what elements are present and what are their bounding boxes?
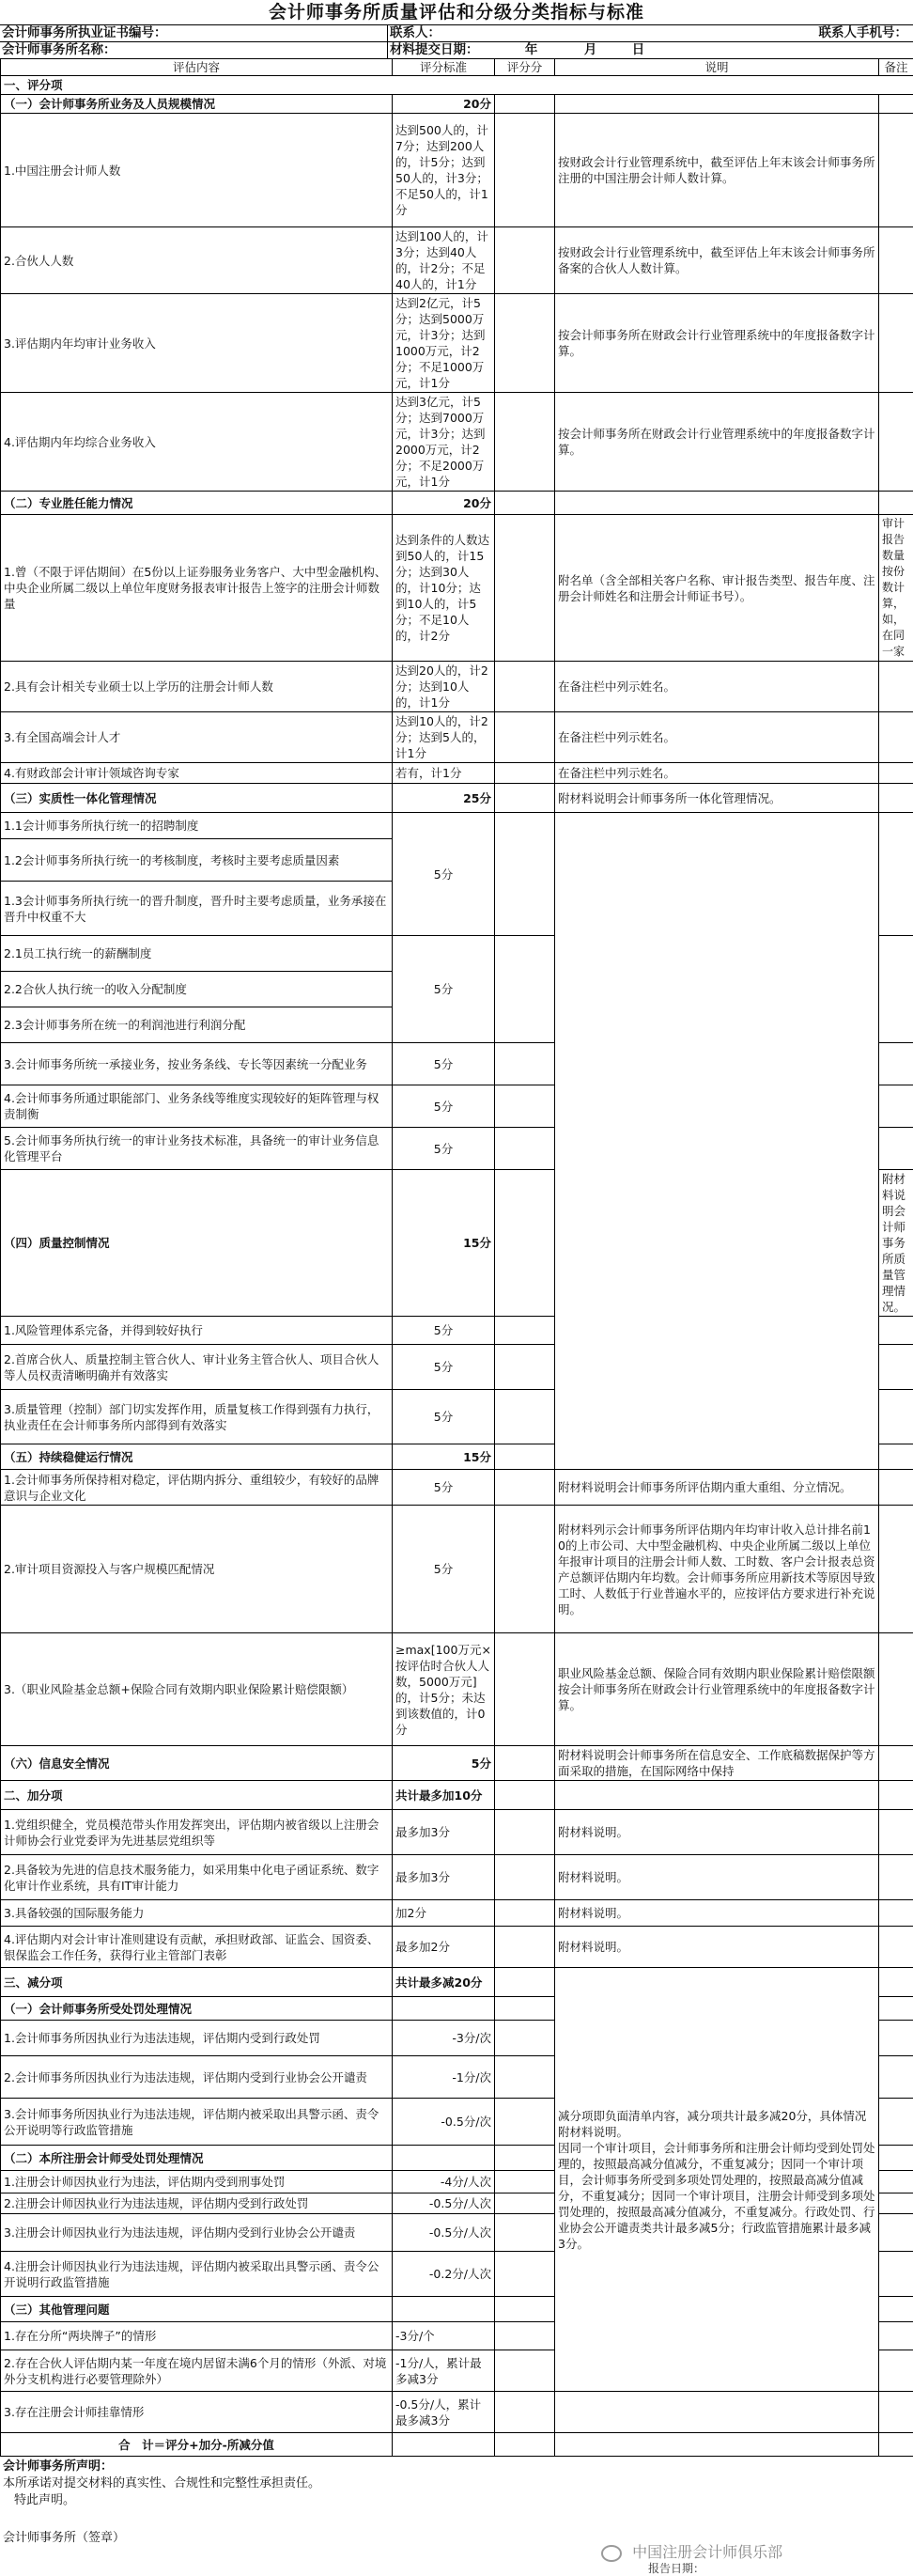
score-cell[interactable]: [495, 1900, 555, 1927]
row-standard: -0.2分/人次: [393, 2252, 495, 2297]
row-standard: 达到100人的，计 3分；达到40人的，计2分；不足40人的，计1分: [393, 227, 495, 294]
row-content: 1.2会计师事务所执行统一的考核制度，考核时主要考虑质量因素: [1, 839, 393, 882]
row-note: 附材料说明。: [555, 1900, 879, 1927]
row-standard: 5分: [393, 1128, 495, 1170]
month-label: 月: [584, 42, 597, 57]
score-cell[interactable]: [495, 2056, 555, 2099]
score-cell[interactable]: [495, 1810, 555, 1855]
row-content: 4.评估期内对会计审计准则建设有贡献，承担财政部、证监会、国资委、银保监会工作任务，获得行业主管部门表彰: [1, 1927, 393, 1968]
wechat-icon: [601, 2545, 622, 2562]
section-heading: （三）其他管理问题: [1, 2297, 393, 2322]
declaration-line-2: 特此声明。: [3, 2492, 913, 2509]
score-cell[interactable]: [495, 1506, 555, 1633]
row-note: 在备注栏中列示姓名。: [555, 712, 879, 763]
sign-label: 会计师事务所（签章）: [3, 2530, 913, 2547]
section-heading: 二、加分项: [1, 1781, 393, 1810]
evaluation-table: [0, 58, 913, 2457]
total-score-cell[interactable]: [495, 2433, 555, 2457]
row-standard: 达到2亿元，计5分；达到5000万元，计3分；达到1000万元，计2分；不足1000万元，计1分: [393, 294, 495, 393]
declaration-heading: 会计师事务所声明：: [3, 2459, 913, 2475]
row-note: 按会计师事务所在财政会计行业管理系统中的年度报备数字计算。: [555, 294, 879, 393]
score-cell[interactable]: [495, 227, 555, 294]
row-note: 附名单（含全部相关客户名称、审计报告类型、报告年度、注册会计师姓名和注册会计师证书号）。: [555, 515, 879, 662]
contact-label: 联系人：: [387, 25, 688, 41]
table-header: [1, 59, 913, 76]
row-content: 3.会计师事务所统一承接业务，按业务条线、专长等因素统一分配业务: [1, 1043, 393, 1085]
submit-date-field: [387, 42, 688, 58]
row-standard: 达到10人的，计2分；达到5人的，计1分: [393, 712, 495, 763]
score-cell[interactable]: [495, 114, 555, 227]
score-cell[interactable]: [495, 2021, 555, 2056]
row-standard: 加2分: [393, 1900, 495, 1927]
row-content: 3.存在注册会计师挂靠情形: [1, 2392, 393, 2433]
row-content: 4.评估期内年均综合业务收入: [1, 393, 393, 492]
report-date-label: 报告日期：: [648, 2560, 704, 2576]
row-standard: -3分/个: [393, 2322, 495, 2350]
table-row: [1, 515, 913, 662]
section-heading: （二）专业胜任能力情况: [1, 492, 393, 515]
row-standard: -1分/人，累计最多减3分: [393, 2350, 495, 2392]
row-standard: 5分: [393, 1506, 495, 1633]
row-standard: 若有，计1分: [393, 763, 495, 784]
table-row: [1, 1927, 913, 1968]
header-score: 评分分: [495, 59, 555, 76]
row-standard: -4分/人次: [393, 2171, 495, 2194]
firm-license-label: 会计师事务所执业证书编号：: [0, 25, 387, 41]
row-note: 附材料说明。: [555, 1855, 879, 1900]
score-cell[interactable]: [495, 763, 555, 784]
score-cell[interactable]: [495, 662, 555, 712]
score-cell[interactable]: [495, 393, 555, 492]
page-title: 会计师事务所质量评估和分级分类指标与标准: [0, 0, 913, 24]
table-row: [1, 813, 913, 839]
score-cell[interactable]: [495, 2171, 555, 2194]
score-cell[interactable]: [495, 1043, 555, 1085]
score-cell[interactable]: [495, 2099, 555, 2146]
row-content: 1.3会计师事务所执行统一的晋升制度，晋升时主要考虑质量，业务承接在晋升中权重不大: [1, 882, 393, 936]
row-standard: 达到500人的，计 7分；达到200人的，计5分；达到50人的，计3分；不足50人的，计1分: [393, 114, 495, 227]
header-content: 评估内容: [1, 59, 393, 76]
row-content: 2.存在合伙人评估期内某一年度在境内居留未满6个月的情形（外派、对境外分支机构进行必要管理除外）: [1, 2350, 393, 2392]
header-remark: 备注: [879, 59, 913, 76]
row-note: 按财政会计行业管理系统中，截至评估上年末该会计师事务所备案的合伙人人数计算。: [555, 227, 879, 294]
score-cell[interactable]: [495, 1128, 555, 1170]
row-note: 附材料说明。: [555, 1810, 879, 1855]
row-content: 2.具有会计相关专业硕士以上学历的注册会计师人数: [1, 662, 393, 712]
row-content: 2.审计项目资源投入与客户规模匹配情况: [1, 1506, 393, 1633]
row-content: 1.党组织健全，党员模范带头作用发挥突出，评估期内被省级以上注册会计师协会行业党委评为先进基层党组织等: [1, 1810, 393, 1855]
contact-phone-label: 联系人手机号：: [688, 25, 913, 41]
row-standard: 最多加2分: [393, 1927, 495, 1968]
row-note: 在备注栏中列示姓名。: [555, 763, 879, 784]
row-content: 2.3会计师事务所在统一的利润池进行利润分配: [1, 1007, 393, 1043]
score-cell[interactable]: [495, 2350, 555, 2392]
score-cell[interactable]: [495, 1390, 555, 1444]
row-note: 附材料说明。: [555, 1927, 879, 1968]
row-content: 2.2合伙人执行统一的收入分配制度: [1, 972, 393, 1007]
row-standard: 5分: [393, 1043, 495, 1085]
score-cell[interactable]: [495, 936, 555, 1043]
submit-date-label: 材料提交日期：: [390, 42, 479, 57]
day-label: 日: [632, 42, 645, 57]
row-standard: 5分: [393, 1345, 495, 1390]
row-content: 1.中国注册会计师人数: [1, 114, 393, 227]
score-cell[interactable]: [495, 1470, 555, 1506]
row-standard: 5分: [393, 1390, 495, 1444]
row-content: 3.注册会计师因执业行为违法违规，评估期内受到行业协会公开谴责: [1, 2214, 393, 2252]
row-content: 1.1会计师事务所执行统一的招聘制度: [1, 813, 393, 839]
row-standard: -0.5分/次: [393, 2099, 495, 2146]
table-row: [1, 1506, 913, 1633]
score-cell[interactable]: [495, 1317, 555, 1345]
header-note: 说明: [555, 59, 879, 76]
declaration: [0, 2457, 913, 2547]
table-row: [1, 1633, 913, 1746]
row-note: 按会计师事务所在财政会计行业管理系统中的年度报备数字计算。: [555, 393, 879, 492]
table-row: [1, 712, 913, 763]
row-content: 3.会计师事务所因执业行为违法违规，评估期内被采取出具警示函、责令公开说明等行政监管措施: [1, 2099, 393, 2146]
row-standard: -1分/次: [393, 2056, 495, 2099]
table-row: [1, 1900, 913, 1927]
row-standard: 达到条件的人数达到50人的，计15分；达到30人的，计10分；达到10人的，计5分；不足10人的，计2分: [393, 515, 495, 662]
row-content: 1.存在分所“两块牌子”的情形: [1, 2322, 393, 2350]
score-cell[interactable]: [495, 1633, 555, 1746]
score-cell[interactable]: [495, 2392, 555, 2433]
table-row: [1, 294, 913, 393]
table-row: [1, 393, 913, 492]
row-standard: -3分/次: [393, 2021, 495, 2056]
row-content: 3.具备较强的国际服务能力: [1, 1900, 393, 1927]
section-note: 附材料说明会计师事务所一体化管理情况。: [555, 784, 879, 813]
section-points: 20分: [393, 95, 495, 114]
row-standard: -0.5分/人次: [393, 2214, 495, 2252]
score-cell[interactable]: [495, 2194, 555, 2214]
table-row: [1, 227, 913, 294]
score-cell[interactable]: [495, 515, 555, 662]
table-row: [1, 662, 913, 712]
year-label: 年: [525, 42, 538, 57]
row-content: 2.具备较为先进的信息技术服务能力，如采用集中化电子函证系统、数字化审计作业系统，具有IT审计能力: [1, 1855, 393, 1900]
table-row: [1, 2392, 913, 2433]
section-heading: （三）实质性一体化管理情况: [1, 784, 393, 813]
score-cell[interactable]: [495, 1345, 555, 1390]
header-standard: 评分标准: [393, 59, 495, 76]
row-standard: 5分: [393, 1470, 495, 1506]
row-standard: -0.5分/人，累计最多减3分: [393, 2392, 495, 2433]
group-points: 5分: [393, 813, 495, 936]
section-points: 15分: [393, 1444, 495, 1470]
section-points: 15分: [393, 1170, 495, 1317]
score-cell[interactable]: [495, 2252, 555, 2297]
row-note: 在备注栏中列示姓名。: [555, 662, 879, 712]
row-content: 2.合伙人人数: [1, 227, 393, 294]
row-content: 1.注册会计师因执业行为违法，评估期内受到刑事处罚: [1, 2171, 393, 2194]
row-standard: 最多加3分: [393, 1810, 495, 1855]
section-heading: （四）质量控制情况: [1, 1170, 393, 1317]
row-content: 1.会计师事务所因执业行为违法违规，评估期内受到行政处罚: [1, 2021, 393, 2056]
section-points: 5分: [393, 1746, 495, 1781]
row-content: 1.风险管理体系完备，并得到较好执行: [1, 1317, 393, 1345]
row-standard: -0.5分/人次: [393, 2194, 495, 2214]
row-standard: ≥max[100万元×按评估时合伙人人数，5000万元]的，计5分；未达到该数值的，计0分: [393, 1633, 495, 1746]
section-points: 共计最多减20分: [393, 1968, 495, 1997]
score-cell[interactable]: [495, 1855, 555, 1900]
row-content: 2.会计师事务所因执业行为违法违规，评估期内受到行业协会公开谴责: [1, 2056, 393, 2099]
score-cell[interactable]: [495, 2322, 555, 2350]
info-row-1: [0, 24, 913, 41]
section-note: 附材料说明会计师事务所在信息安全、工作底稿数据保护等方面采取的措施，在国际网络中保持: [555, 1746, 879, 1781]
row-content: 3.有全国高端会计人才: [1, 712, 393, 763]
declaration-line-1: 本所承诺对提交材料的真实性、合规性和完整性承担责任。: [3, 2475, 913, 2492]
section-points: 25分: [393, 784, 495, 813]
section-note: 附材料说明会计师事务所质量管理情况。: [879, 1170, 913, 1317]
row-standard: 5分: [393, 1085, 495, 1128]
table-row: [1, 763, 913, 784]
table-row: [1, 114, 913, 227]
penalty-note: 减分项即负面清单内容，减分项共计最多减20分，具体情况附材料说明。 因同一个审计项目，会计师事务所和注册会计师均受到处罚处理的，按照最高减分值减分，不重复减分；因同一个审计项目，会计师事务所受到多项处罚处理的，按照最高减分值减分，不重复减分；因同一个审计项目，注册会计师受到多项处罚处理的，按照最高减分值减分，不重复减分。行政处罚、行业协会公开谴责类共计最多减5分；行政监管措施累计最多减3分。: [555, 1968, 879, 2392]
section-points: 20分: [393, 492, 495, 515]
row-standard: 达到20人的，计2分；达到10人的，计1分: [393, 662, 495, 712]
score-cell[interactable]: [495, 712, 555, 763]
row-content: 2.首席合伙人、质量控制主管合伙人、审计业务主管合伙人、项目合伙人等人员权责清晰明确并有效落实: [1, 1345, 393, 1390]
row-content: 3.质量管理（控制）部门切实发挥作用，质量复核工作得到强有力执行，执业责任在会计师事务所内部得到有效落实: [1, 1390, 393, 1444]
score-cell[interactable]: [495, 813, 555, 936]
section-heading: （五）持续稳健运行情况: [1, 1444, 393, 1470]
row-content: 1.曾（不限于评估期间）在5份以上证券服务业务客户、大中型金融机构、中央企业所属二级以上单位年度财务报表审计报告上签字的注册会计师数量: [1, 515, 393, 662]
row-note: 职业风险基金总额、保险合同有效期内职业保险累计赔偿限额按会计师事务所在财政会计行业管理系统中的年度报备数字计算。: [555, 1633, 879, 1746]
section-heading: （一）会计师事务所受处罚处理情况: [1, 1997, 393, 2021]
row-standard: 达到3亿元，计5分；达到7000万元，计3分；达到2000万元，计2分；不足2000万元，计1分: [393, 393, 495, 492]
row-content: 3.评估期内年均审计业务收入: [1, 294, 393, 393]
section-heading: 一、评分项: [1, 76, 913, 95]
info-row-2: [0, 41, 913, 58]
score-cell[interactable]: [495, 1085, 555, 1128]
section-heading: （六）信息安全情况: [1, 1746, 393, 1781]
section-points: 共计最多加10分: [393, 1781, 495, 1810]
row-note: 附材料说明会计师事务所评估期内重大重组、分立情况。: [555, 1470, 879, 1506]
score-cell[interactable]: [495, 2214, 555, 2252]
section-heading: （一）会计师事务所业务及人员规模情况: [1, 95, 393, 114]
row-remark: 审计报告数量按份数计算，如，在同一家: [879, 515, 913, 662]
row-content: 5.会计师事务所执行统一的审计业务技术标准，具备统一的审计业务信息化管理平台: [1, 1128, 393, 1170]
score-cell[interactable]: [495, 1927, 555, 1968]
firm-name-label: 会计师事务所名称：: [0, 42, 387, 58]
row-standard: 最多加3分: [393, 1855, 495, 1900]
row-content: 4.有财政部会计审计领域咨询专家: [1, 763, 393, 784]
group-points: 5分: [393, 936, 495, 1043]
watermark: [601, 2540, 782, 2562]
row-content: 2.注册会计师因执业行为违法违规，评估期内受到行政处罚: [1, 2194, 393, 2214]
score-cell[interactable]: [495, 294, 555, 393]
watermark-text: 中国注册会计师俱乐部: [632, 2540, 782, 2562]
section-heading: （二）本所注册会计师受处罚处理情况: [1, 2146, 393, 2171]
row-note: 附材料列示会计师事务所评估期内年均审计收入总计排名前10的上市公司、大中型金融机构、中央企业所属二级以上单位年报审计项目的注册会计师人数、工时数、客户会计报表总资产总额评估期内年均数。会计师事务所应用新技术等原因导致工时、人数低于行业普遍水平的，应按评估方要求进行补充说明。: [555, 1506, 879, 1633]
total-row: 合 计＝评分+加分-所减分值: [1, 2433, 393, 2457]
row-content: 3.（职业风险基金总额+保险合同有效期内职业保险累计赔偿限额）: [1, 1633, 393, 1746]
table-row: [1, 1470, 913, 1506]
table-row: [1, 1810, 913, 1855]
table-row: [1, 1855, 913, 1900]
row-content: 2.1员工执行统一的薪酬制度: [1, 936, 393, 972]
row-content: 4.注册会计师因执业行为违法违规，评估期内被采取出具警示函、责令公开说明行政监管措施: [1, 2252, 393, 2297]
row-standard: 5分: [393, 1317, 495, 1345]
section-heading: 三、减分项: [1, 1968, 393, 1997]
row-note: 按财政会计行业管理系统中，截至评估上年末该会计师事务所注册的中国注册会计师人数计算。: [555, 114, 879, 227]
row-content: 4.会计师事务所通过职能部门、业务条线等维度实现较好的矩阵管理与权责制衡: [1, 1085, 393, 1128]
row-content: 1.会计师事务所保持相对稳定，评估期内拆分、重组较少，有较好的品牌意识与企业文化: [1, 1470, 393, 1506]
